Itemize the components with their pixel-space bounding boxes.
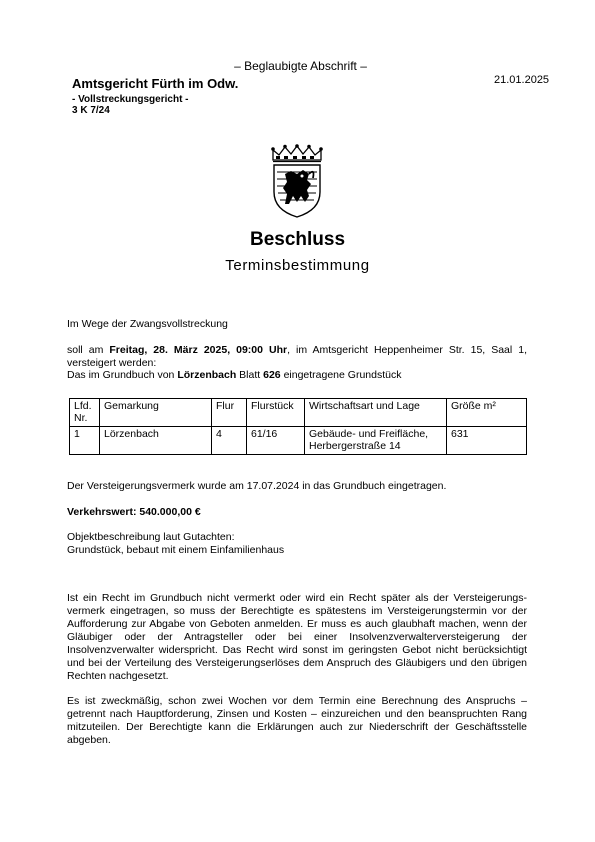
vermerk-text: Der Versteigerungsvermerk wurde am 17.07.2024 in das Grundbuch eingetragen. bbox=[67, 480, 447, 492]
land-register-place: Lörzenbach bbox=[177, 369, 237, 381]
court-department: - Vollstreckungsgericht - bbox=[72, 94, 189, 105]
court-name: Amtsgericht Fürth im Odw. bbox=[72, 76, 239, 91]
table-cell: 631 bbox=[447, 427, 527, 455]
document-date: 21.01.2025 bbox=[494, 74, 550, 86]
object-description-label: Objektbeschreibung laut Gutachten: bbox=[67, 531, 235, 543]
intro-text: Im Wege der Zwangsvollstreckung bbox=[67, 318, 228, 330]
auction-location: , im Amtsgericht Heppenheimer Str. 15, Saal 1, versteigert werden: bbox=[67, 344, 527, 369]
land-register-line: Das im Grundbuch von Lörzenbach Blatt 626 eingetragene Grundstück bbox=[67, 369, 402, 381]
market-value: Verkehrswert: 540.000,00 € bbox=[67, 506, 201, 518]
rights-notice-paragraph: Ist ein Recht im Grundbuch nicht vermerkt oder wird ein Recht später als der Versteigerungs-vermerk eingetragen, so muss der Berechtigte es spätestens im Versteigerungstermin vor der Aufforderung zur Abgabe von Geboten anmelden. Er muss es auch glaubhaft machen, wenn der Gläubiger oder der Antragsteller oder bei einer Insolvenzverwalterversteigerung der Insolvenzverwalter widerspricht. Das Recht wird sonst im geringsten Gebot nicht berücksichtigt und bei der Verteilung des Versteigerungserlöses dem Anspruch des Gläubigers und den übrigen Rechten nachgesetzt. bbox=[67, 592, 527, 682]
table-header-cell: Wirtschaftsart und Lage bbox=[305, 399, 447, 427]
object-description-text: Grundstück, bebaut mit einem Einfamilienhaus bbox=[67, 544, 285, 556]
auction-datetime: Freitag, 28. März 2025, 09:00 Uhr bbox=[109, 344, 288, 356]
certified-copy-note: – Beglaubigte Abschrift – bbox=[234, 59, 367, 73]
table-header-cell: Flurstück bbox=[247, 399, 305, 427]
auction-announcement bbox=[67, 344, 527, 370]
table-cell: Lörzenbach bbox=[100, 427, 212, 455]
table-header-row bbox=[70, 399, 527, 427]
table-cell: 61/16 bbox=[247, 427, 305, 455]
land-register-sheet: 626 bbox=[263, 369, 281, 381]
table-row bbox=[70, 427, 527, 455]
table-header-cell: Flur bbox=[212, 399, 247, 427]
document-title: Beschluss bbox=[249, 229, 346, 250]
table-cell: 4 bbox=[212, 427, 247, 455]
table-header-cell: Größe m² bbox=[447, 399, 527, 427]
claim-calculation-paragraph: Es ist zweckmäßig, schon zwei Wochen vor dem Termin eine Berechnung des Anspruchs – getrennt nach Hauptforderung, Zinsen und Kosten – einzureichen und den beanspruchten Rang mitzuteilen. Der Berechtigte kann die Erklärungen auch zur Niederschrift der Geschäftsstelle abgeben. bbox=[67, 695, 527, 746]
table-cell: 1 bbox=[70, 427, 100, 455]
auction-pre: soll am bbox=[67, 344, 104, 356]
table-header-cell: Gemarkung bbox=[100, 399, 212, 427]
document-subtitle: Terminsbestimmung bbox=[225, 257, 370, 274]
table-cell: Gebäude- und Freifläche, Herbergerstraße 14 bbox=[305, 427, 447, 455]
hessen-coat-of-arms-icon bbox=[267, 144, 327, 218]
property-table bbox=[69, 398, 527, 455]
table-header-cell: Lfd. Nr. bbox=[70, 399, 100, 427]
docket-number: 3 K 7/24 bbox=[72, 105, 110, 116]
